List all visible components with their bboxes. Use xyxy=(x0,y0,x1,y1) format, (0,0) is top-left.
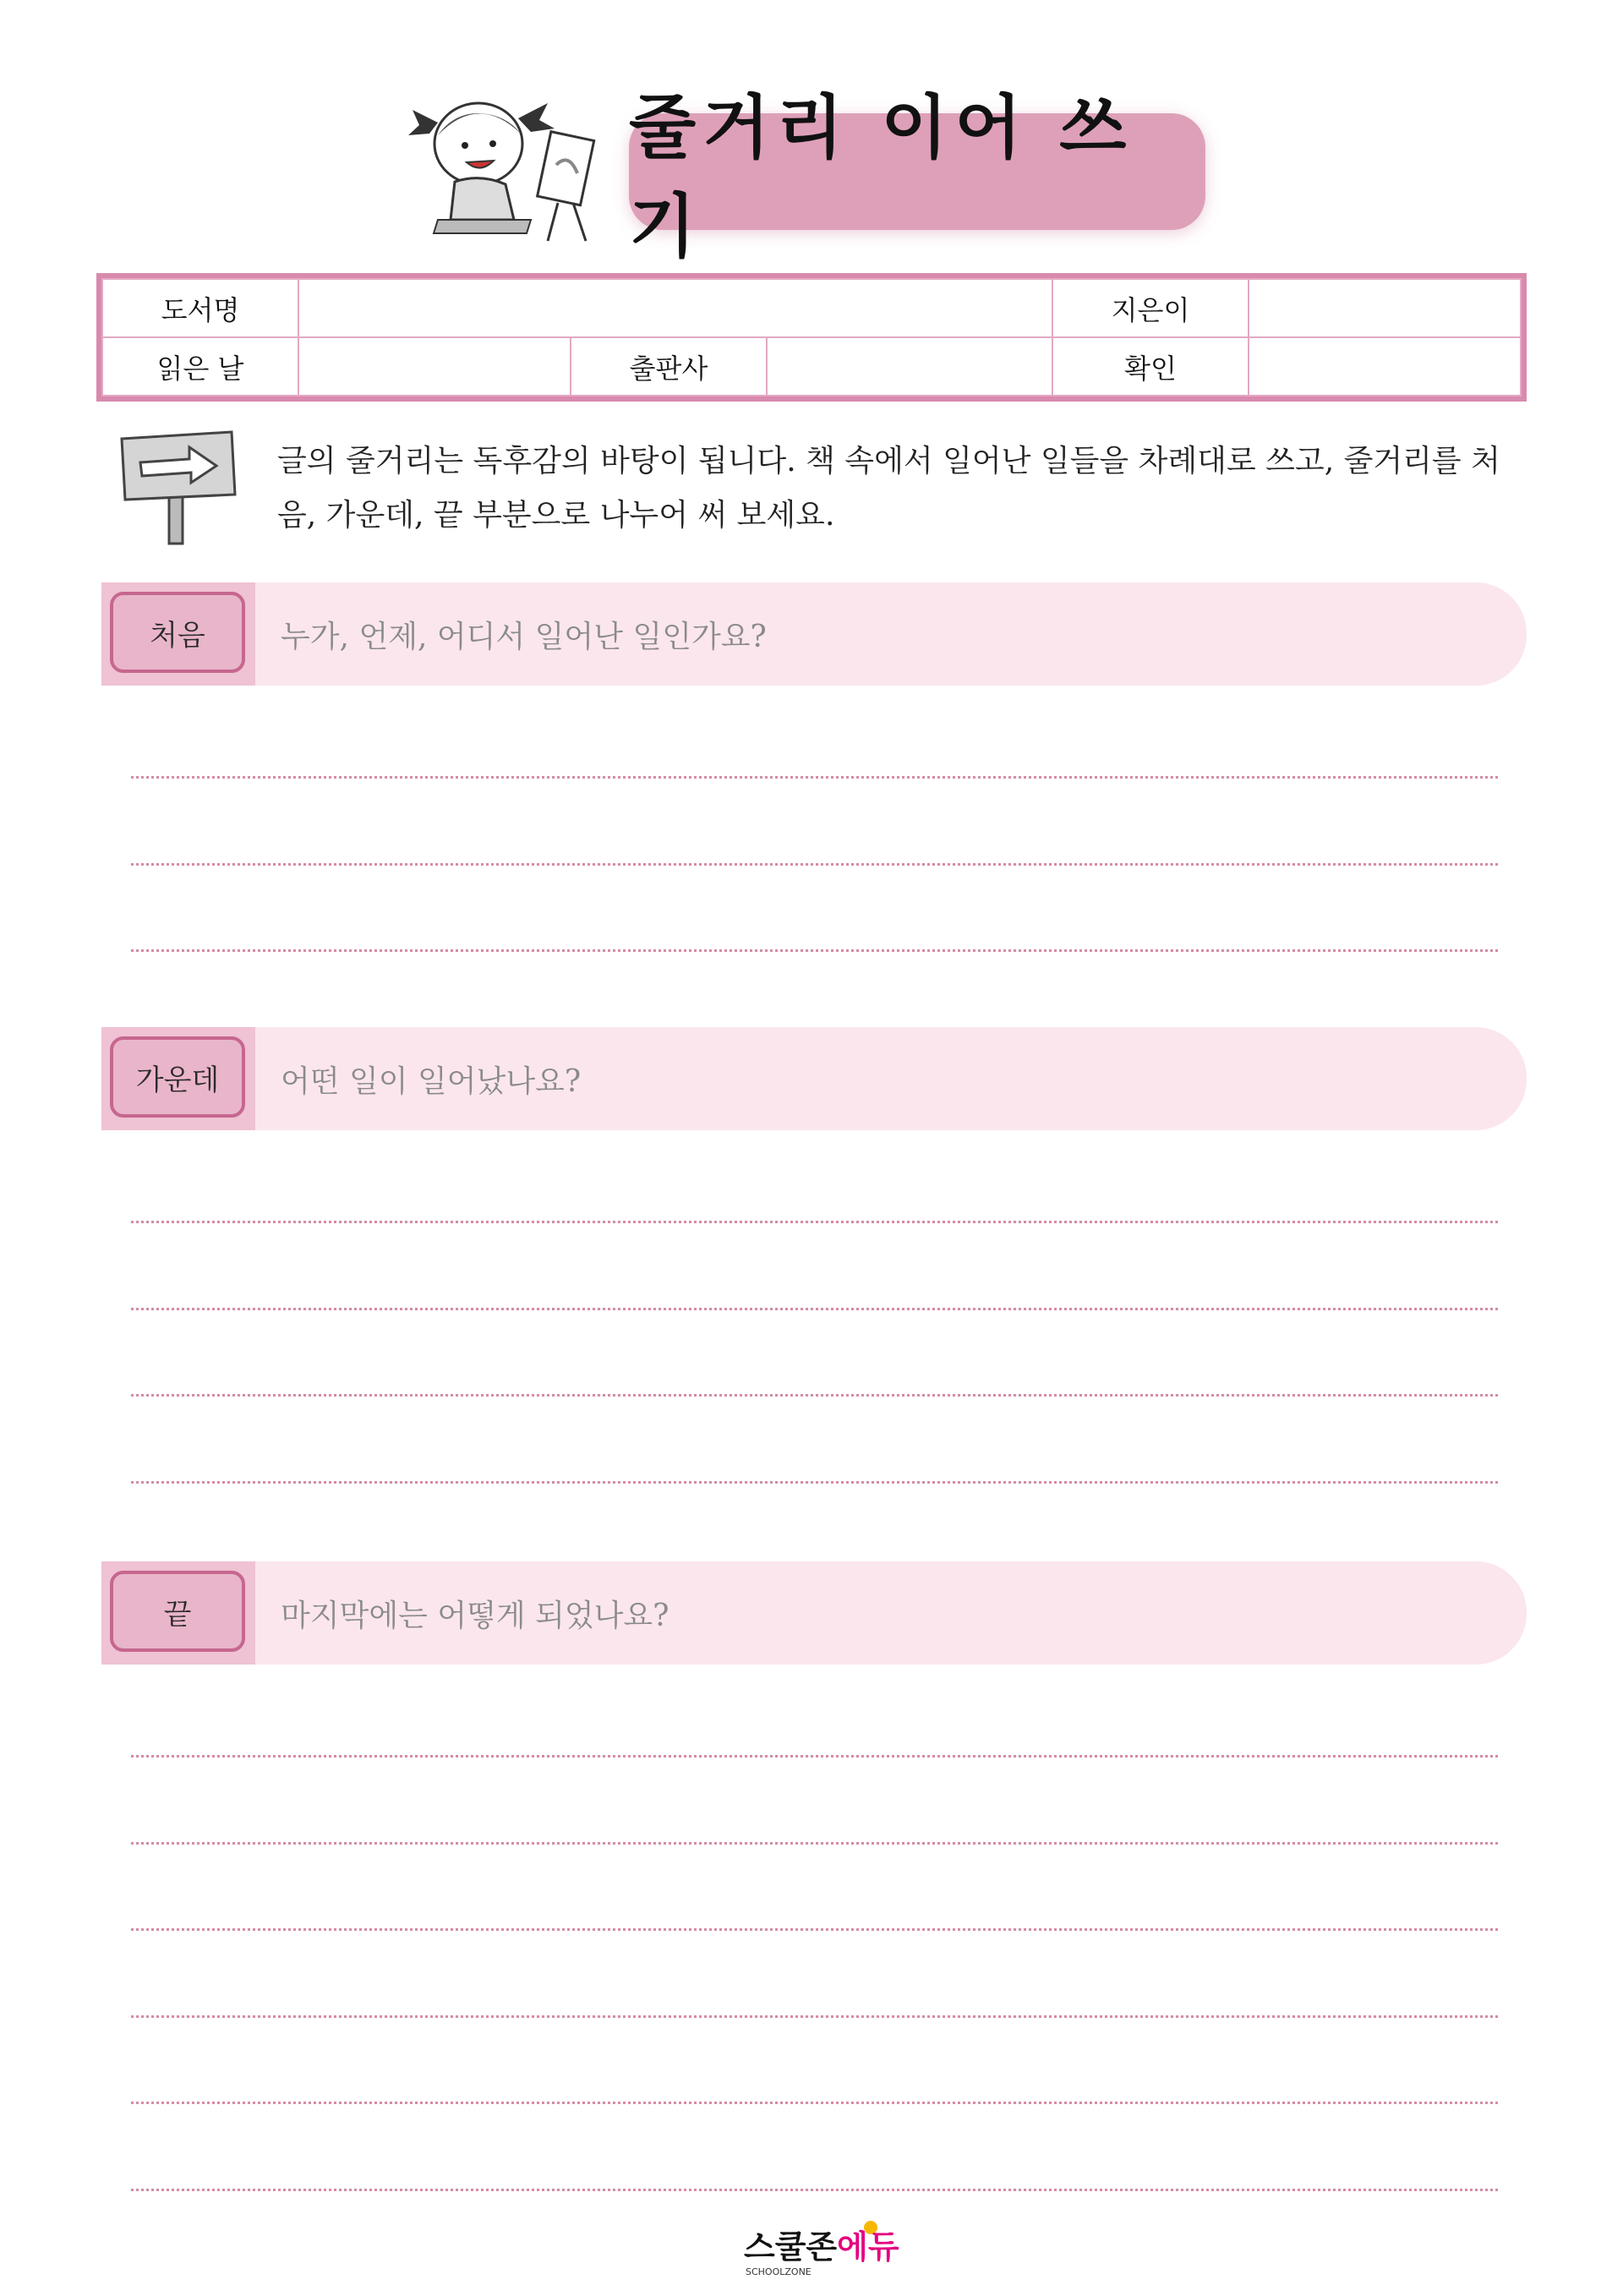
writing-line[interactable] xyxy=(131,2189,1498,2191)
section-beginning-bar xyxy=(101,582,1527,686)
read-date-field[interactable] xyxy=(298,337,571,396)
signpost-icon xyxy=(117,427,240,545)
section-beginning-prompt: 누가, 언제, 어디서 일어난 일인가요? xyxy=(281,619,767,654)
writing-line[interactable] xyxy=(131,949,1498,952)
writing-line[interactable] xyxy=(131,1221,1498,1223)
instruction-text: 글의 줄거리는 독후감의 바탕이 됩니다. 책 속에서 일어난 일들을 차례대로 쓰고, 줄거리를 처음, 가운데, 끝 부분으로 나누어 써 보세요. xyxy=(277,444,1500,533)
writing-line[interactable] xyxy=(131,1481,1498,1484)
logo-subtext: SCHOOLZONE xyxy=(746,2266,812,2277)
writing-line[interactable] xyxy=(131,2015,1498,2018)
title-banner xyxy=(629,88,1205,267)
section-beginning-label: 처음 xyxy=(110,592,245,673)
book-title-label: 도서명 xyxy=(102,279,298,337)
check-label: 확인 xyxy=(1052,337,1249,396)
writing-line[interactable] xyxy=(131,1928,1498,1931)
schoolzone-edu-logo xyxy=(744,2219,913,2278)
book-info-table xyxy=(96,273,1527,402)
publisher-field[interactable] xyxy=(767,337,1052,396)
section-middle-prompt: 어떤 일이 일어났나요? xyxy=(281,1063,582,1099)
publisher-label: 출판사 xyxy=(571,337,767,396)
section-middle-bar xyxy=(101,1027,1527,1130)
section-middle-label: 가운데 xyxy=(110,1036,245,1118)
author-field[interactable] xyxy=(1249,279,1521,337)
check-field[interactable] xyxy=(1249,337,1521,396)
section-end-label: 끝 xyxy=(110,1571,245,1652)
writing-line[interactable] xyxy=(131,1394,1498,1397)
writing-line[interactable] xyxy=(131,776,1498,779)
writing-line[interactable] xyxy=(131,2102,1498,2104)
girl-painting-illustration xyxy=(404,85,607,245)
writing-line[interactable] xyxy=(131,1308,1498,1310)
writing-line[interactable] xyxy=(131,1842,1498,1845)
book-title-field[interactable] xyxy=(298,279,1052,337)
section-end-prompt: 마지막에는 어떻게 되었나요? xyxy=(281,1598,669,1633)
writing-line[interactable] xyxy=(131,1755,1498,1758)
logo-text: 스쿨존에듀 xyxy=(744,2228,899,2266)
read-date-label: 읽은 날 xyxy=(102,337,298,396)
author-label: 지은이 xyxy=(1052,279,1249,337)
page-title: 줄거리 이어 쓰기 xyxy=(629,88,1134,267)
writing-line[interactable] xyxy=(131,863,1498,866)
section-end-bar xyxy=(101,1561,1527,1665)
